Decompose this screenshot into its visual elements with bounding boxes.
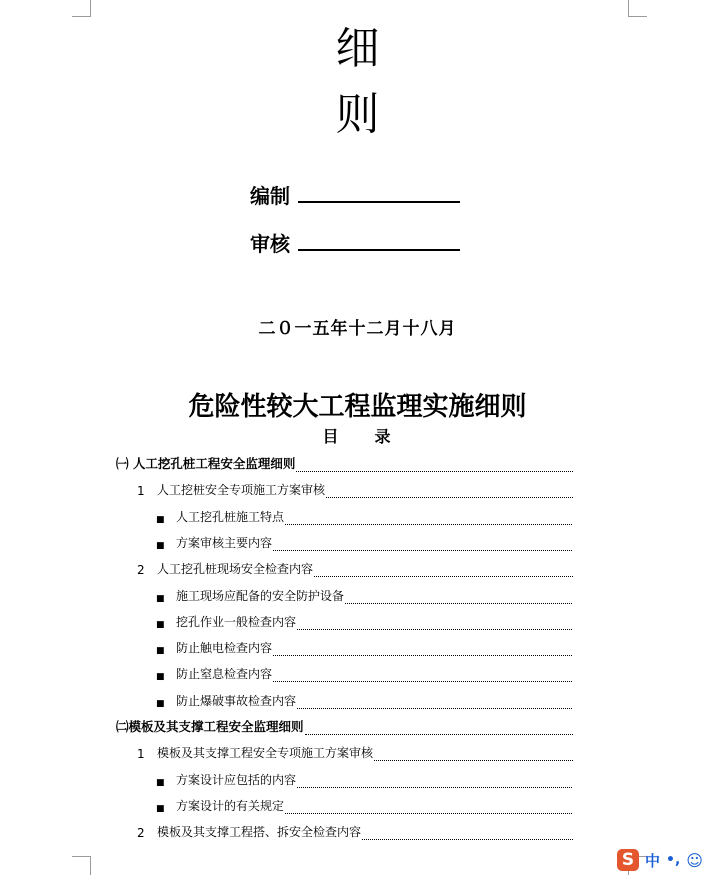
ime-punctuation-toggle[interactable]: •, (666, 852, 681, 868)
toc-dot-leader (285, 512, 572, 525)
toc-entry-text: 施工现场应配备的安全防护设备 (176, 589, 345, 603)
compile-signature-line (298, 183, 460, 203)
compile-label: 编制 (250, 184, 290, 208)
toc-bullet-icon: ■ (156, 541, 165, 551)
toc-entry-text: ㈠ 人工挖孔桩工程安全监理细则 (116, 456, 296, 471)
toc-entry-text: 防止爆破事故检查内容 (176, 694, 297, 708)
toc-dot-leader (297, 775, 572, 788)
toc-dot-leader (273, 643, 572, 656)
toc-dot-leader (374, 748, 573, 761)
toc-bullet-icon: ■ (156, 515, 165, 525)
toc-entry-text: 模板及其支撑工程搭、拆安全检查内容 (157, 825, 362, 839)
toc-entry-number: 1 (137, 484, 145, 498)
toc-dot-leader (305, 722, 573, 735)
page-corner-mark-bottom-left (72, 856, 91, 875)
toc-entry[interactable] (137, 557, 573, 577)
toc-dot-leader (273, 669, 572, 682)
page-corner-mark-top-left (72, 0, 91, 17)
toc-entry[interactable] (156, 610, 572, 630)
toc-bullet-icon: ■ (156, 672, 165, 682)
toc-dot-leader (362, 827, 573, 840)
toc-entry-text: 人工挖桩安全专项施工方案审核 (157, 483, 326, 497)
toc-entry[interactable] (156, 662, 572, 682)
toc-entry[interactable] (116, 715, 573, 735)
toc-dot-leader (314, 564, 573, 577)
toc-entry-text: 挖孔作业一般检查内容 (176, 615, 297, 629)
toc-bullet-icon: ■ (156, 804, 165, 814)
toc-heading (0, 424, 715, 447)
toc-entry[interactable] (156, 531, 572, 551)
toc-entry[interactable] (156, 505, 572, 525)
toc-entry[interactable] (156, 794, 572, 814)
toc-dot-leader (285, 801, 572, 814)
toc-entry-number: 1 (137, 747, 145, 761)
toc-entry-text: 人工挖孔桩现场安全检查内容 (157, 562, 314, 576)
review-label: 审核 (250, 232, 290, 256)
cover-date: 二０一五年十二月十八月 (258, 319, 457, 339)
toc-entry[interactable] (156, 689, 572, 709)
toc-bullet-icon: ■ (156, 646, 165, 656)
toc-entry-number: 2 (137, 826, 145, 840)
cover-title-char-2: 则 (335, 89, 380, 140)
toc-entry[interactable] (116, 452, 573, 472)
compile-signature-row (250, 180, 460, 209)
toc-entry[interactable] (156, 636, 572, 656)
toc-bullet-icon: ■ (156, 594, 165, 604)
toc-dot-leader (297, 617, 572, 630)
toc-entry-text: 防止触电检查内容 (176, 641, 273, 655)
toc-bullet-icon: ■ (156, 699, 165, 709)
toc-entry[interactable] (156, 584, 572, 604)
sogou-logo-icon[interactable]: S (617, 849, 639, 871)
review-signature-row (250, 228, 460, 257)
toc-entry-text: 人工挖孔桩施工特点 (176, 510, 285, 524)
review-signature-line (298, 231, 460, 251)
toc-dot-leader (297, 696, 572, 709)
toc-entry-text: 防止窒息检查内容 (176, 667, 273, 681)
ime-status-bar[interactable] (617, 847, 713, 873)
toc-entry[interactable] (137, 478, 573, 498)
toc-entry-text: 方案审核主要内容 (176, 536, 273, 550)
toc-dot-leader (345, 591, 572, 604)
ime-language-toggle[interactable]: 中 (645, 851, 661, 870)
toc-entry[interactable] (156, 768, 572, 788)
toc-bullet-icon: ■ (156, 620, 165, 630)
toc-entry-text: 模板及其支撑工程安全专项施工方案审核 (157, 746, 374, 760)
toc-entry-text: 方案设计应包括的内容 (176, 773, 297, 787)
toc-entry[interactable] (137, 820, 573, 840)
toc-bullet-icon: ■ (156, 778, 165, 788)
toc-entry-text: 方案设计的有关规定 (176, 799, 285, 813)
document-title: 危险性较大工程监理实施细则 (188, 392, 527, 422)
toc-dot-leader (326, 485, 573, 498)
toc-dot-leader (273, 538, 572, 551)
emoji-icon[interactable]: ☺ (686, 850, 703, 870)
toc-heading-char-1: 目 (322, 427, 341, 446)
toc-heading-char-2: 录 (374, 427, 393, 446)
page-corner-mark-top-right (628, 0, 647, 17)
cover-title-char-1: 细 (335, 23, 380, 74)
toc-dot-leader (296, 459, 573, 472)
toc-entry-text: ㈡模板及其支撑工程安全监理细则 (116, 719, 304, 734)
toc-entry-number: 2 (137, 563, 145, 577)
toc-entry[interactable] (137, 741, 573, 761)
